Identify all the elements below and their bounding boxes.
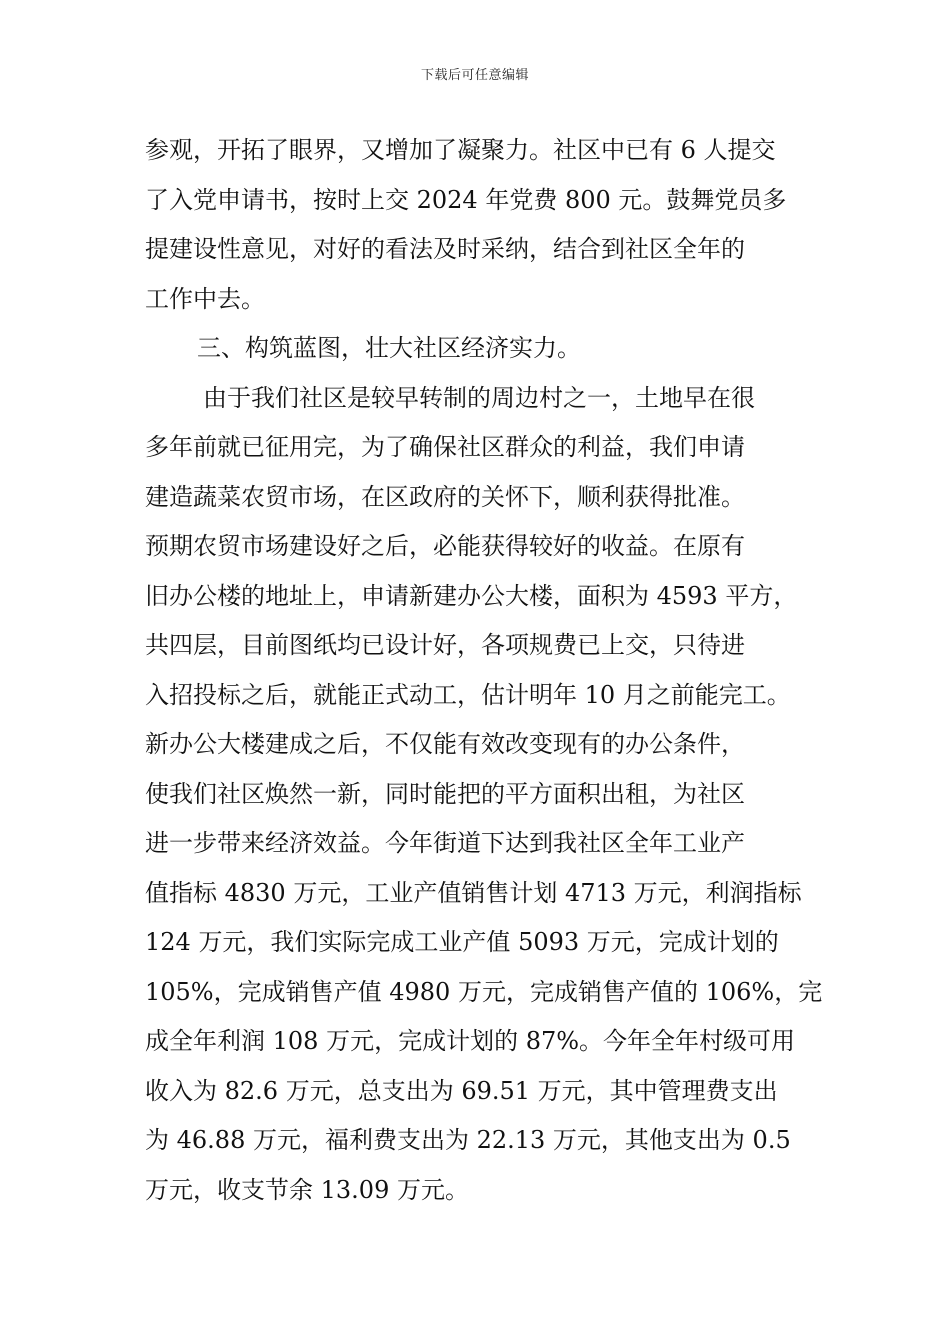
text-line: 124 万元，我们实际完成工业产值 5093 万元，完成计划的	[145, 928, 779, 956]
text-line: 多年前就已征用完，为了确保社区群众的利益，我们申请	[145, 433, 745, 461]
text-line: 进一步带来经济效益。今年街道下达到我社区全年工业产	[145, 829, 745, 857]
text-line: 了入党申请书，按时上交 2024 年党费 800 元。鼓舞党员多	[145, 185, 787, 214]
text-line: 入招投标之后，就能正式动工，估计明年 10 月之前能完工。	[145, 680, 791, 709]
text-line: 使我们社区焕然一新，同时能把的平方面积出租，为社区	[145, 779, 745, 808]
text-line: 105%，完成销售产值 4980 万元，完成销售产值的 106%，完	[145, 977, 823, 1006]
text-line: 参观，开拓了眼界，又增加了凝聚力。社区中已有 6 人提交	[145, 136, 776, 164]
header-note: 下载后可任意编辑	[420, 68, 529, 83]
document-body	[145, 126, 825, 1215]
text-line: 建造蔬菜农贸市场，在区政府的关怀下，顺利获得批准。	[145, 482, 745, 511]
text-line: 万元，收支节余 13.09 万元。	[145, 1175, 469, 1204]
text-line: 为 46.88 万元，福利费支出为 22.13 万元，其他支出为 0.5	[145, 1126, 791, 1154]
text-line: 工作中去。	[145, 284, 265, 313]
text-line: 旧办公楼的地址上，申请新建办公大楼，面积为 4593 平方，	[145, 581, 798, 610]
text-line: 预期农贸市场建设好之后，必能获得较好的收益。在原有	[145, 532, 745, 560]
section-heading: 三、构筑蓝图，壮大社区经济实力。	[197, 334, 581, 362]
text-line: 提建设性意见，对好的看法及时采纳，结合到社区全年的	[145, 235, 745, 263]
paragraph-first-line: 由于我们社区是较早转制的周边村之一，土地早在很	[203, 383, 755, 412]
text-line: 新办公大楼建成之后，不仅能有效改变现有的办公条件，	[145, 730, 745, 758]
text-line: 值指标 4830 万元，工业产值销售计划 4713 万元，利润指标	[145, 878, 802, 907]
text-line: 共四层，目前图纸均已设计好，各项规费已上交，只待进	[145, 631, 745, 659]
text-line: 成全年利润 108 万元，完成计划的 87%。今年全年村级可用	[145, 1027, 796, 1055]
text-line: 收入为 82.6 万元，总支出为 69.51 万元，其中管理费支出	[145, 1076, 778, 1105]
